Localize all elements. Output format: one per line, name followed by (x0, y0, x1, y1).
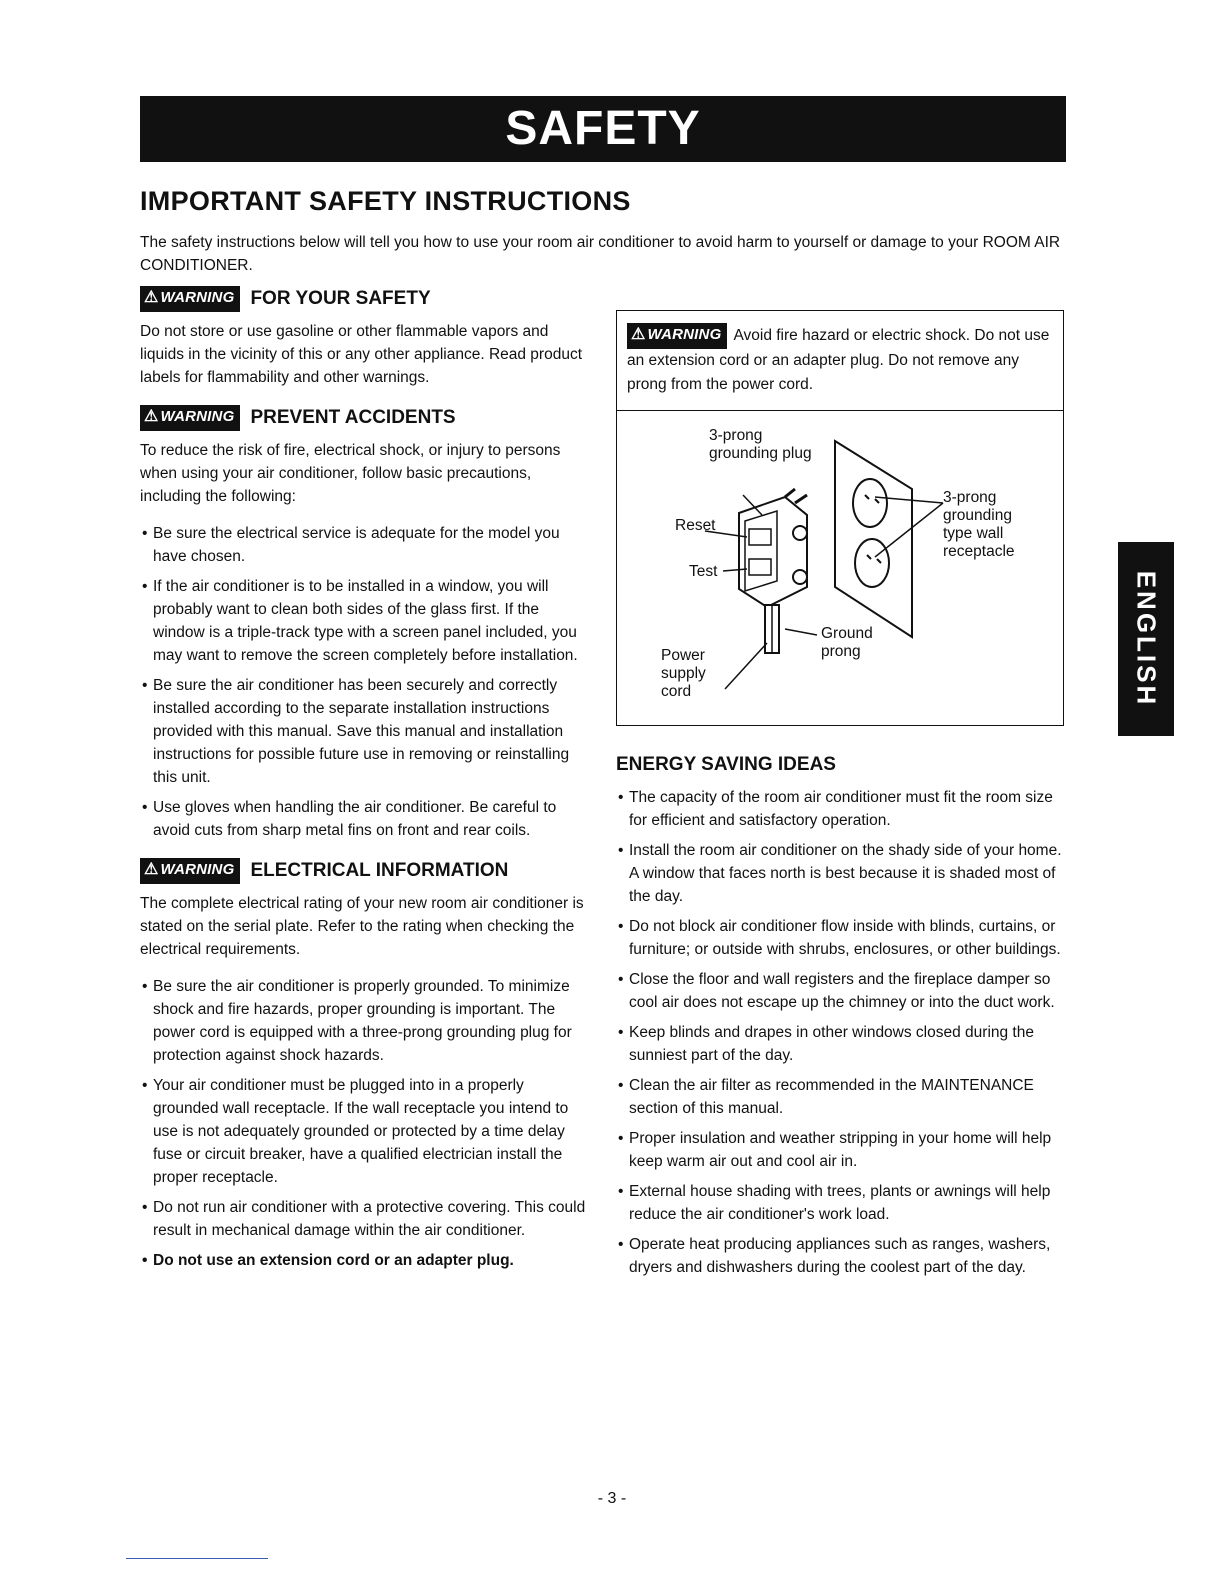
page-title: IMPORTANT SAFETY INSTRUCTIONS (140, 186, 631, 216)
left-column (140, 284, 586, 1286)
right-column (616, 752, 1062, 1293)
receptacle-label: 3-prong grounding type wall receptacle (943, 489, 1015, 560)
list-item: • Proper insulation and weather stripping in your home will help keep warm air out and cool air in. (618, 1130, 1052, 1170)
ground-prong-label: Ground prong (821, 625, 873, 660)
safety-banner: SAFETY (140, 96, 1066, 162)
plug-diagram (617, 411, 1063, 723)
list-item: • Keep blinds and drapes in other windows closed during the sunniest part of the day. (618, 1024, 1034, 1064)
list-item: • Operate heat producing appliances such as ranges, washers, dryers and dishwashers during the coolest part of the day. (618, 1236, 1051, 1276)
prevent-accidents-list (140, 522, 586, 842)
energy-saving-heading: ENERGY SAVING IDEAS (616, 754, 836, 775)
warning-badge: ⚠ WARNING (140, 405, 240, 431)
for-your-safety-text: Do not store or use gasoline or other flammable vapors and liquids in the vicinity of this or any other appliance. Read product labels for flammability and other warnings. (140, 323, 582, 387)
warning-triangle-icon: ⚠ (144, 861, 159, 879)
for-your-safety-heading: ⚠ WARNING FOR YOUR SAFETY (140, 284, 586, 314)
warning-badge: ⚠ WARNING (140, 858, 240, 884)
warning-box-text: ⚠ WARNING Avoid fire hazard or electric shock. Do not use an extension cord or an adapter plug. Do not remove any prong from the power cord. (617, 311, 1063, 411)
list-item: • Do not block air conditioner flow inside with blinds, curtains, or furniture; or outside with shrubs, enclosures, or other buildings. (618, 918, 1061, 958)
list-item: • External house shading with trees, plants or awnings will help reduce the air conditioner's work load. (618, 1183, 1051, 1223)
warning-badge: ⚠ WARNING (627, 323, 727, 349)
test-label: Test (689, 563, 718, 580)
power-cord-label: Power supply cord (661, 647, 706, 700)
list-item: • Be sure the air conditioner has been securely and correctly installed according to the separate installation instructions provided with this manual. Save this manual and installation instructions for possible future use in removing or reinstalling this unit. (142, 677, 570, 787)
reset-label: Reset (675, 517, 716, 534)
intro-paragraph: The safety instructions below will tell you how to use your room air conditioner to avoid harm to yourself or damage to your ROOM AIR CONDITIONER. (140, 234, 1061, 274)
electrical-information-heading: ⚠ WARNING ELECTRICAL INFORMATION (140, 856, 586, 886)
list-item: • Clean the air filter as recommended in the MAINTENANCE section of this manual. (618, 1077, 1034, 1117)
footer-rule (126, 1558, 268, 1559)
warning-triangle-icon: ⚠ (631, 326, 646, 343)
list-item: • Do not run air conditioner with a protective covering. This could result in mechanical damage within the air conditioner. (142, 1199, 586, 1240)
page-number: - 3 - (597, 1490, 627, 1507)
warning-box (616, 310, 1064, 726)
plug-label: 3-prong grounding plug (709, 427, 812, 462)
list-item-bold: • Do not use an extension cord or an adapter plug. (142, 1252, 514, 1270)
list-item: • Be sure the electrical service is adequate for the model you have chosen. (142, 525, 560, 566)
list-item: • The capacity of the room air conditioner must fit the room size for efficient and satisfactory operation. (618, 789, 1053, 829)
language-side-tab: ENGLISH (1118, 542, 1174, 736)
electrical-information-intro: The complete electrical rating of your new room air conditioner is stated on the serial plate. Refer to the rating when checking the electrical requirements. (140, 895, 584, 959)
prevent-accidents-heading: ⚠ WARNING PREVENT ACCIDENTS (140, 403, 586, 433)
list-item: • Install the room air conditioner on the shady side of your home. A window that faces north is best because it is shaded most of the day. (618, 842, 1062, 905)
list-item: • Close the floor and wall registers and the fireplace damper so cool air does not escape up the chimney or into the duct work. (618, 971, 1055, 1011)
electrical-information-list (140, 975, 586, 1272)
energy-saving-list (616, 786, 1062, 1279)
list-item: • If the air conditioner is to be installed in a window, you will probably want to clean both sides of the glass first. If the window is a triple-track type with a screen panel included, you may want to remove the screen completely before installation. (142, 578, 578, 665)
list-item: • Use gloves when handling the air conditioner. Be careful to avoid cuts from sharp metal fins on front and rear coils. (142, 799, 557, 840)
warning-triangle-icon: ⚠ (144, 289, 159, 306)
warning-triangle-icon: ⚠ (144, 408, 159, 426)
list-item: • Your air conditioner must be plugged into in a properly grounded wall receptacle. If the wall receptacle you intend to use is not adequately grounded or protected by a time delay fuse or circuit breaker, have a qualified electrician install the proper receptacle. (142, 1077, 569, 1187)
list-item: • Be sure the air conditioner is properly grounded. To minimize shock and fire hazards, proper grounding is important. The power cord is equipped with a three-prong grounding plug for protection against shock hazards. (142, 978, 572, 1065)
warning-badge: ⚠ WARNING (140, 286, 240, 312)
prevent-accidents-intro: To reduce the risk of fire, electrical shock, or injury to persons when using your air conditioner, follow basic precautions, including the following: (140, 442, 561, 506)
